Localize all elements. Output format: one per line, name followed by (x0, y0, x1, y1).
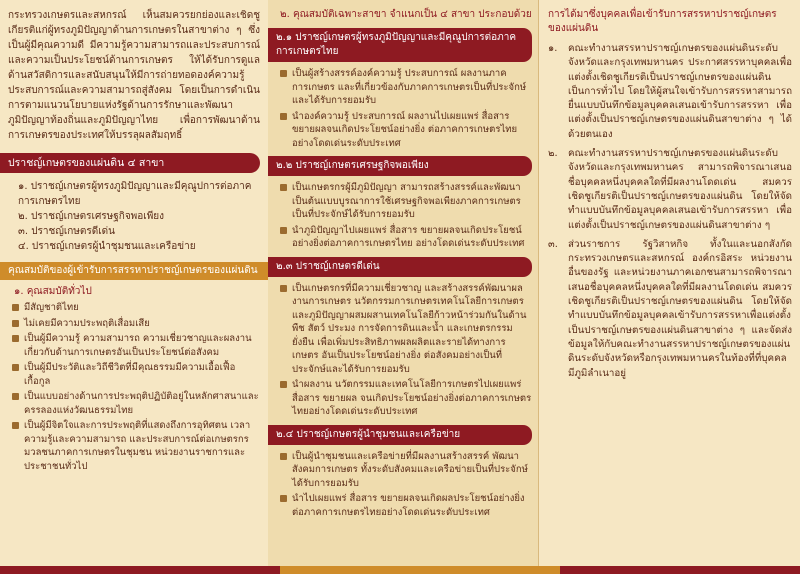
qualification-item: เป็นผู้มีความรู้ ความสามารถ ความเชี่ยวชาญและผลงานเกี่ยวกับด้านการเกษตรอันเป็นประโยชน์ต่อสังคม (24, 332, 260, 359)
nomination-process-title: การได้มาซึ่งบุคคลเพื่อเข้ารับการสรรหาปราชญ์เกษตรของแผ่นดิน (548, 9, 777, 34)
section-item: นำผลงาน นวัตกรรมและเทคโนโลยีการเกษตรไปเผยแพร่ สื่อสาร ขยายผล จนเกิดประโยชน์อย่างยิ่งต่อภาคการเกษตรไทยอย่างโดดเด่นระดับประเทศ (292, 379, 532, 417)
intro-paragraph: กระทรวงเกษตรและสหกรณ์ เห็นสมควรยกย่องและเชิดชูเกียรติแก่ผู้ทรงภูมิปัญญาด้านการเกษตรในสาขาต่าง ๆ ซึ่งเป็นผู้มีคุณความดี มีความรู้ความสามารถและประสบการณ์และความเป็นประโยชน์ด้านการเกษตร ให้ได้รับการดูแลด้านสวัสดิการและสนับสนุนให้มีการถ่ายทอดองค์ความรู้ ประสบการณ์และความสามารถสู่สังคม โดยเป็นการดำเนินการตามแนวนโยบายแห่งรัฐด้านการรักษาและพัฒนาภูมิปัญญาท้องถิ่นและภูมิปัญญาไทย เพื่อการพัฒนาด้านการเกษตรของประเทศให้บรรลุผลสัมฤทธิ์ (8, 10, 260, 141)
step-text: ส่วนราชการ รัฐวิสาหกิจ ทั้งในและนอกสังกัดกระทรวงเกษตรและสหกรณ์ องค์กรอิสระ หน่วยงานอื่นของรัฐ และหน่วยงานภาคเอกชนสามารถพิจารณาเสนอชื่อบุคคลหนึ่งบุคคลใดที่มีผลงานโดดเด่น สมควรเชิดชูเกียรติเป็นปราชญ์เกษตรของแผ่นดิน โดยให้จัดทำแบบบันทึกข้อมูลบุคคลเข้ารับการสรรหาเพื่อแต่งตั้งเป็นปราชญ์เกษตรของแผ่นดินสาขาต่าง ๆ และจัดส่งข้อมูลให้กับคณะทำงานสรรหาปราชญ์เกษตรของแผ่นดินระดับจังหวัดหรือกรุงเทพมหานครในท้องที่ที่บุคคลมีภูมิลำเนาอยู่ (568, 238, 792, 379)
general-qualifications-list (8, 301, 260, 473)
section-2-1-list (276, 67, 532, 150)
section-heading-2-4: ๒.๔ ปราชญ์เกษตรผู้นำชุมชนและเครือข่าย (268, 425, 532, 445)
section-item: เป็นผู้สร้างสรรค์องค์ความรู้ ประสบการณ์ ผลงานภาคการเกษตร และที่เกี่ยวข้องกับภาคการเกษตรเป็นที่ประจักษ์และได้รับการยอมรับ (292, 67, 532, 108)
section-item: เป็นผู้นำชุมชนและเครือข่ายที่มีผลงานสร้างสรรค์ พัฒนาสังคมการเกษตร ทั้งระดับสังคมและเครือข่ายเป็นที่ประจักษ์ได้รับการยอมรับ (292, 450, 532, 491)
branches-heading: ปราชญ์เกษตรของแผ่นดิน ๔ สาขา (0, 153, 260, 173)
step-number: ๑. (548, 43, 558, 54)
section-heading-2-3: ๒.๓ ปราชญ์เกษตรดีเด่น (268, 257, 532, 277)
step-number: ๒. (548, 148, 558, 160)
branch-item: ๓. ปราชญ์เกษตรดีเด่น (18, 226, 116, 237)
qualifications-heading: คุณสมบัติของผู้เข้ารับการสรรหาปราชญ์เกษตรของแผ่นดิน (0, 262, 268, 280)
section-2-4-list (276, 450, 532, 520)
bottom-decorative-strip (0, 566, 800, 574)
branch-qualifications-title: ๒. คุณสมบัติเฉพาะสาขา จำแนกเป็น ๔ สาขา ประกอบด้วย (280, 9, 532, 20)
branches-list (8, 179, 260, 254)
qualification-item: ไม่เคยมีความประพฤติเสื่อมเสีย (24, 317, 260, 331)
section-heading-2-1: ๒.๑ ปราชญ์เกษตรผู้ทรงภูมิปัญญาและมีคุณูปการต่อภาคการเกษตรไทย (268, 28, 532, 62)
section-item: นำภูมิปัญญาไปเผยแพร่ สื่อสาร ขยายผลจนเกิดประโยชน์อย่างยิ่งต่อภาคการเกษตรไทย อย่างโดดเด่นระดับประเทศ (292, 224, 532, 251)
section-item: นำองค์ความรู้ ประสบการณ์ ผลงานไปเผยแพร่ สื่อสาร ขยายผลจนเกิดประโยชน์อย่างยิ่ง ต่อภาคการเกษตรไทยอย่างโดดเด่นระดับประเทศ (292, 110, 532, 151)
step-text: คณะทำงานสรรหาปราชญ์เกษตรของแผ่นดินระดับจังหวัดและกรุงเทพมหานคร ประกาศสรรหาบุคคลเพื่อแต่งตั้งเชิดชูเกียรติเป็นปราชญ์เกษตรของแผ่นดินเป็นการทั่วไป โดยให้ผู้สนใจเข้ารับการสรรหาสามารถยื่นแบบบันทึกข้อมูลบุคคลเสนอเข้ารับการสรรหา เพื่อแต่งตั้งเป็นปราชญ์เกษตรของแผ่นดินสาขาต่าง ๆ ได้ด้วยตนเอง (568, 43, 792, 140)
middle-column (268, 0, 538, 566)
section-heading-2-2: ๒.๒ ปราชญ์เกษตรเศรษฐกิจพอเพียง (268, 156, 532, 176)
left-column (0, 0, 268, 566)
general-qualifications-subheading: ๑. คุณสมบัติทั่วไป (14, 286, 92, 297)
step-number: ๓. (548, 238, 558, 250)
branch-item: ๒. ปราชญ์เกษตรเศรษฐกิจพอเพียง (18, 211, 165, 222)
section-2-2-list (276, 181, 532, 251)
section-item: เป็นเกษตรกรที่มีความเชี่ยวชาญ และสร้างสรรค์พัฒนาผลงานการเกษตร นวัตกรรมการเกษตรเทคโนโลยีการเกษตร และภูมิปัญญาผสมผสานเทคโนโลยีก้าวหน้าร่วมกันในด้านพืช สัตว์ ประมง การจัดการดินและน้ำ และเกษตรกรรมยั่งยืน เพื่อเพิ่มประสิทธิภาพผลผลิตและรายได้ทางการเกษตร อันเป็นประโยชน์อย่างยิ่ง ต่อสังคมอย่างเป็นที่ประจักษ์และได้รับการยอมรับ (292, 282, 532, 377)
nomination-step (548, 147, 792, 233)
nomination-step (548, 42, 792, 142)
nomination-step (548, 238, 792, 381)
step-text: คณะทำงานสรรหาปราชญ์เกษตรของแผ่นดินระดับจังหวัดและกรุงเทพมหานคร สามารถพิจารณาเสนอชื่อบุคคลหนึ่งบุคคลใดที่มีผลงานโดดเด่น สมควรเชิดชูเกียรติเป็นปราชญ์เกษตรของแผ่นดิน โดยให้จัดทำแบบบันทึกข้อมูลบุคคลเสนอเข้ารับการสรรหา เพื่อแต่งตั้งเป็นปราชญ์เกษตรของแผ่นดินสาขาต่าง ๆ (568, 148, 792, 231)
qualification-item: เป็นแบบอย่างด้านการประพฤติปฏิบัติอยู่ในหลักศาสนาและครรลองแห่งวัฒนธรรมไทย (24, 391, 259, 416)
section-item: นำไปเผยแพร่ สื่อสาร ขยายผลจนเกิดผลประโยชน์อย่างยิ่งต่อภาคการเกษตรไทยอย่างโดดเด่นระดับประเทศ (292, 492, 532, 519)
qualification-item: มีสัญชาติไทย (24, 301, 260, 315)
nomination-steps-list (548, 42, 792, 381)
qualification-item: เป็นผู้มีประวัติและวิถีชีวิตที่มีคุณธรรมมีความเอื้อเฟื้อเกื้อกูล (24, 361, 260, 388)
section-item: เป็นเกษตรกรผู้มีภูมิปัญญา สามารถสร้างสรรค์และพัฒนาเป็นต้นแบบบูรณาการใช้เศรษฐกิจพอเพียงภาคการเกษตร เป็นที่ประจักษ์ได้รับการยอมรับ (292, 181, 532, 222)
right-column (538, 0, 800, 566)
qualification-item: เป็นผู้มีจิตใจและการประพฤติที่แสดงถึงการอุทิศตน เวลา ความรู้และความสามารถ และประสบการณ์ต่อเกษตรกร มวลชนภาคการเกษตรในชุมชน หน่วยงานราชการและประชาชนทั่วไป (24, 419, 260, 473)
section-2-3-list (276, 282, 532, 419)
branch-item: ๑. ปราชญ์เกษตรผู้ทรงภูมิปัญญาและมีคุณูปการต่อภาคการเกษตรไทย (18, 181, 252, 207)
branch-item: ๔. ปราชญ์เกษตรผู้นำชุมชนและเครือข่าย (18, 241, 196, 252)
